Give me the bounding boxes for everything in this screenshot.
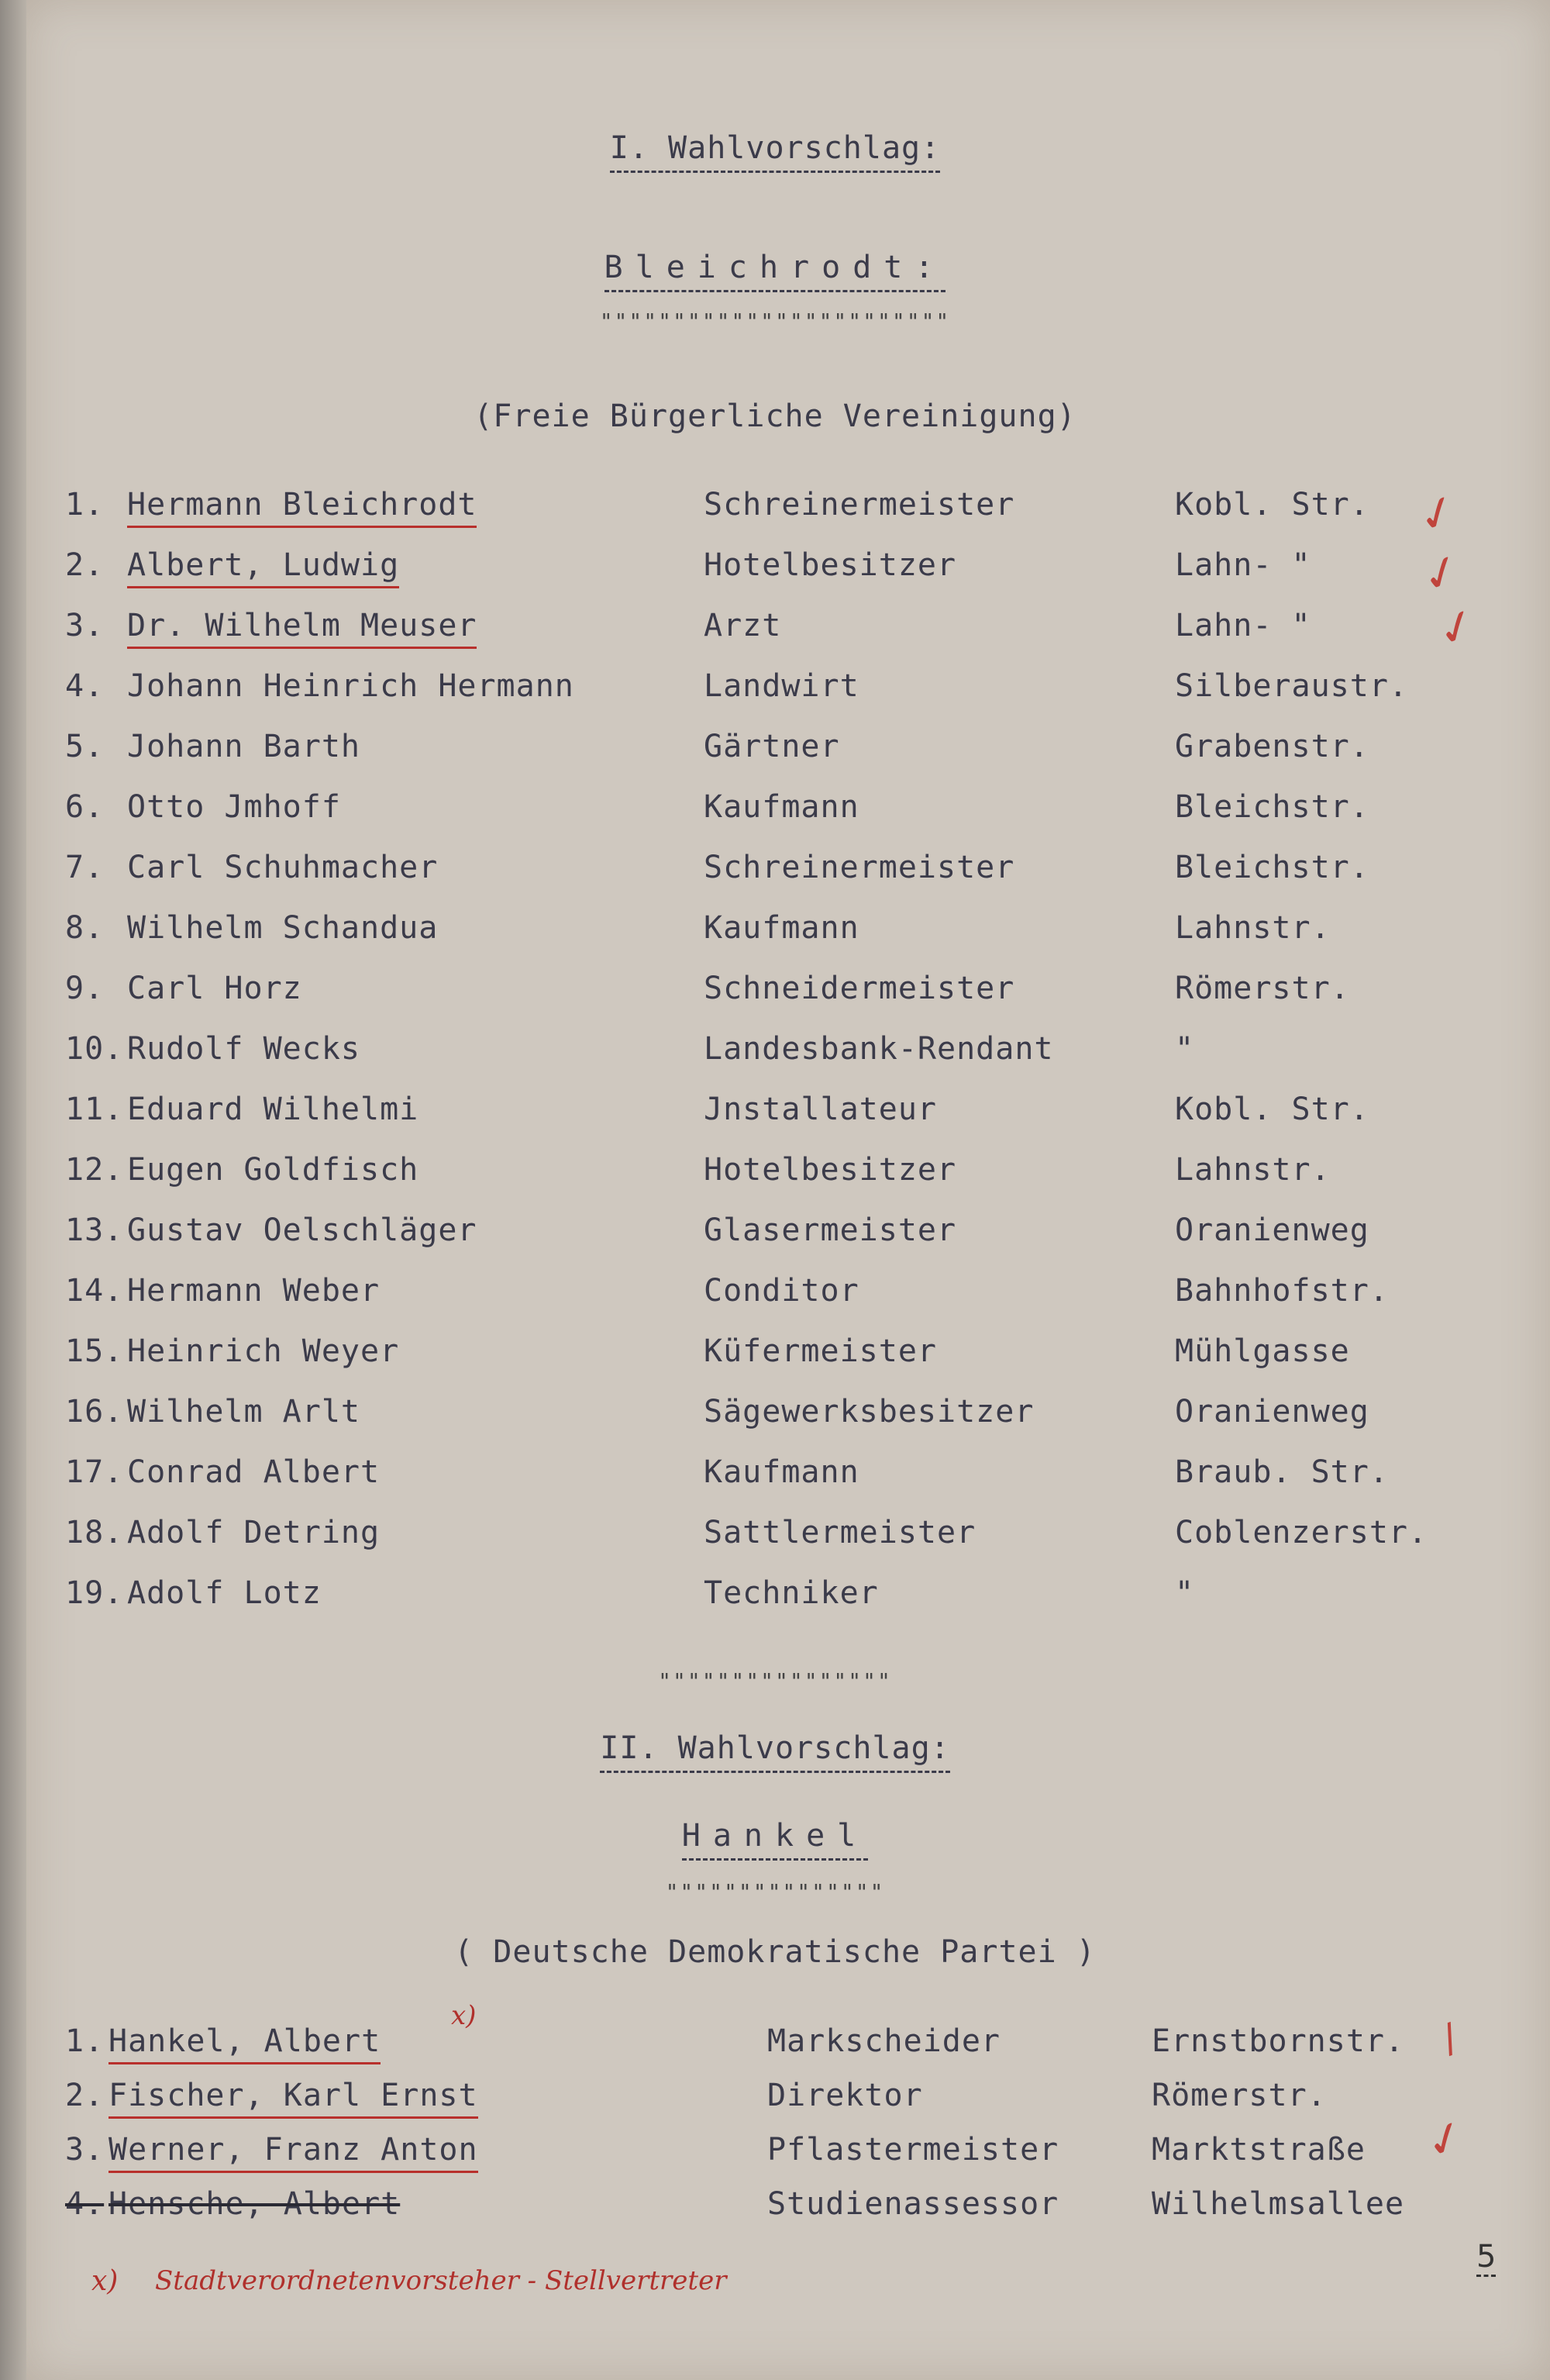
section2-heading: II. Wahlvorschlag: xyxy=(600,1730,949,1773)
check-mark-2: ✓ xyxy=(1414,541,1469,606)
section1-row-13-name: Gustav Oelschläger xyxy=(127,1212,477,1248)
section1-row-14-num: 14. xyxy=(65,1273,124,1309)
section1-row-8-num: 8. xyxy=(65,910,105,946)
section1-closing-quotes: """""""""""""""" xyxy=(658,1668,892,1694)
section2-row-4-num: 4. xyxy=(65,2186,105,2222)
section1-row-4-name: Johann Heinrich Hermann xyxy=(127,668,574,704)
section2-row-3-job: Pflastermeister xyxy=(767,2132,1059,2168)
section1-row-17-name: Conrad Albert xyxy=(127,1454,381,1490)
section1-row-5-name: Johann Barth xyxy=(127,729,360,764)
section1-row-17-num: 17. xyxy=(65,1454,124,1490)
section1-row-9-street: Römerstr. xyxy=(1175,971,1350,1006)
section1-row-5-street: Grabenstr. xyxy=(1175,729,1369,764)
section1-row-11-street: Kobl. Str. xyxy=(1175,1092,1369,1127)
section1-party: (Freie Bürgerliche Vereinigung) xyxy=(474,398,1076,434)
section1-row-4-street: Silberaustr. xyxy=(1175,668,1408,704)
section2-row-1-name: Hankel, Albert xyxy=(108,2023,381,2064)
section2-row-1-job: Markscheider xyxy=(767,2023,1001,2059)
section1-name: Bleichrodt: xyxy=(604,250,946,292)
section1-row-2-num: 2. xyxy=(65,547,105,583)
page-number: 5 xyxy=(1476,2239,1496,2277)
section1-row-9-name: Carl Horz xyxy=(127,971,302,1006)
section1-row-6-street: Bleichstr. xyxy=(1175,789,1369,825)
paper-edge xyxy=(0,0,26,2380)
section1-row-18-job: Sattlermeister xyxy=(704,1515,976,1550)
section2-row-4-name: Hensche, Albert xyxy=(108,2186,401,2222)
section2-heading-wrap xyxy=(0,1730,1550,1766)
section1-row-2-name: Albert, Ludwig xyxy=(127,547,399,588)
section1-row-16-street: Oranienweg xyxy=(1175,1394,1369,1430)
section1-row-1-street: Kobl. Str. xyxy=(1175,487,1369,523)
footnote-text: Stadtverordnetenvorsteher - Stellvertreter xyxy=(155,2265,727,2296)
section1-row-3-name: Dr. Wilhelm Meuser xyxy=(127,608,477,649)
section2-row-2-num: 2. xyxy=(65,2078,105,2113)
section1-row-13-num: 13. xyxy=(65,1212,124,1248)
section2-row-4-job: Studienassessor xyxy=(767,2186,1059,2222)
section1-row-13-street: Oranienweg xyxy=(1175,1212,1369,1248)
check-mark-4: ✓ xyxy=(1417,2107,1473,2172)
section1-row-4-num: 4. xyxy=(65,668,105,704)
section1-row-1-num: 1. xyxy=(65,487,105,523)
section2-row-1-num: 1. xyxy=(65,2023,105,2059)
section2-quote-marks: """"""""""""""" xyxy=(665,1879,885,1905)
section1-name-wrap xyxy=(0,250,1550,285)
section1-row-16-job: Sägewerksbesitzer xyxy=(704,1394,1035,1430)
section2-row-2-street: Römerstr. xyxy=(1152,2078,1327,2113)
section1-row-3-num: 3. xyxy=(65,608,105,643)
section1-row-15-name: Heinrich Weyer xyxy=(127,1333,400,1369)
section1-row-1-name: Hermann Bleichrodt xyxy=(127,487,477,528)
red-slash-mark: / xyxy=(1435,2014,1464,2062)
section1-row-14-street: Bahnhofstr. xyxy=(1175,1273,1389,1309)
section1-row-7-street: Bleichstr. xyxy=(1175,850,1369,885)
section1-row-19-street: " xyxy=(1175,1575,1195,1611)
section1-row-10-num: 10. xyxy=(65,1031,124,1067)
section1-row-10-street: " xyxy=(1175,1031,1195,1067)
section1-row-4-job: Landwirt xyxy=(704,668,859,704)
check-mark-3: ✓ xyxy=(1429,595,1485,661)
section1-row-9-job: Schneidermeister xyxy=(704,971,1015,1006)
section1-row-6-name: Otto Jmhoff xyxy=(127,789,341,825)
section2-row-3-num: 3. xyxy=(65,2132,105,2168)
footnote-marker: x) xyxy=(91,2265,119,2297)
section1-row-3-street: Lahn- " xyxy=(1175,608,1311,643)
section1-row-11-num: 11. xyxy=(65,1092,124,1127)
section1-row-11-name: Eduard Wilhelmi xyxy=(127,1092,419,1127)
section1-row-15-job: Küfermeister xyxy=(704,1333,937,1369)
section1-row-18-name: Adolf Detring xyxy=(127,1515,381,1550)
check-mark-1: ✓ xyxy=(1410,481,1466,547)
section1-row-2-job: Hotelbesitzer xyxy=(704,547,957,583)
section1-row-15-street: Mühlgasse xyxy=(1175,1333,1350,1369)
section1-row-8-name: Wilhelm Schandua xyxy=(127,910,439,946)
section1-row-19-num: 19. xyxy=(65,1575,124,1611)
section1-row-9-num: 9. xyxy=(65,971,105,1006)
section1-row-14-name: Hermann Weber xyxy=(127,1273,381,1309)
section1-row-16-name: Wilhelm Arlt xyxy=(127,1394,360,1430)
section2-row-2-job: Direktor xyxy=(767,2078,923,2113)
section1-row-12-job: Hotelbesitzer xyxy=(704,1152,957,1188)
section1-row-6-num: 6. xyxy=(65,789,105,825)
section1-row-7-name: Carl Schuhmacher xyxy=(127,850,439,885)
section1-heading-wrap xyxy=(0,130,1550,166)
section1-row-6-job: Kaufmann xyxy=(704,789,859,825)
section1-row-8-street: Lahnstr. xyxy=(1175,910,1331,946)
section1-row-1-job: Schreinermeister xyxy=(704,487,1015,523)
hankel-marker: x) xyxy=(451,2000,477,2031)
section1-row-14-job: Conditor xyxy=(704,1273,859,1309)
section1-row-12-street: Lahnstr. xyxy=(1175,1152,1331,1188)
section1-row-2-street: Lahn- " xyxy=(1175,547,1311,583)
section1-row-17-job: Kaufmann xyxy=(704,1454,859,1490)
section1-row-19-name: Adolf Lotz xyxy=(127,1575,322,1611)
section1-row-12-num: 12. xyxy=(65,1152,124,1188)
section1-row-3-job: Arzt xyxy=(704,608,782,643)
section2-row-3-name: Werner, Franz Anton xyxy=(108,2132,478,2173)
section1-row-15-num: 15. xyxy=(65,1333,124,1369)
section1-row-17-street: Braub. Str. xyxy=(1175,1454,1389,1490)
section1-row-7-job: Schreinermeister xyxy=(704,850,1015,885)
section1-row-18-num: 18. xyxy=(65,1515,124,1550)
section1-row-16-num: 16. xyxy=(65,1394,124,1430)
section1-row-7-num: 7. xyxy=(65,850,105,885)
section1-row-13-job: Glasermeister xyxy=(704,1212,957,1248)
section2-row-3-street: Marktstraße xyxy=(1152,2132,1366,2168)
section1-row-10-job: Landesbank-Rendant xyxy=(704,1031,1054,1067)
section2-party: ( Deutsche Demokratische Partei ) xyxy=(454,1934,1096,1970)
section1-row-11-job: Jnstallateur xyxy=(704,1092,937,1127)
section1-row-18-street: Coblenzerstr. xyxy=(1175,1515,1428,1550)
section1-row-10-name: Rudolf Wecks xyxy=(127,1031,360,1067)
section2-name: Hankel xyxy=(682,1818,869,1861)
section1-row-19-job: Techniker xyxy=(704,1575,879,1611)
section1-row-12-name: Eugen Goldfisch xyxy=(127,1152,419,1188)
section2-name-wrap xyxy=(0,1818,1550,1854)
section1-row-5-num: 5. xyxy=(65,729,105,764)
section2-row-1-street: Ernstbornstr. xyxy=(1152,2023,1405,2059)
section2-row-4-street: Wilhelmsallee xyxy=(1152,2186,1405,2222)
section1-quote-marks: """""""""""""""""""""""" xyxy=(599,309,951,334)
section1-row-8-job: Kaufmann xyxy=(704,910,859,946)
section1-heading: I. Wahlvorschlag: xyxy=(610,130,940,173)
section1-row-5-job: Gärtner xyxy=(704,729,840,764)
section2-row-2-name: Fischer, Karl Ernst xyxy=(108,2078,478,2119)
